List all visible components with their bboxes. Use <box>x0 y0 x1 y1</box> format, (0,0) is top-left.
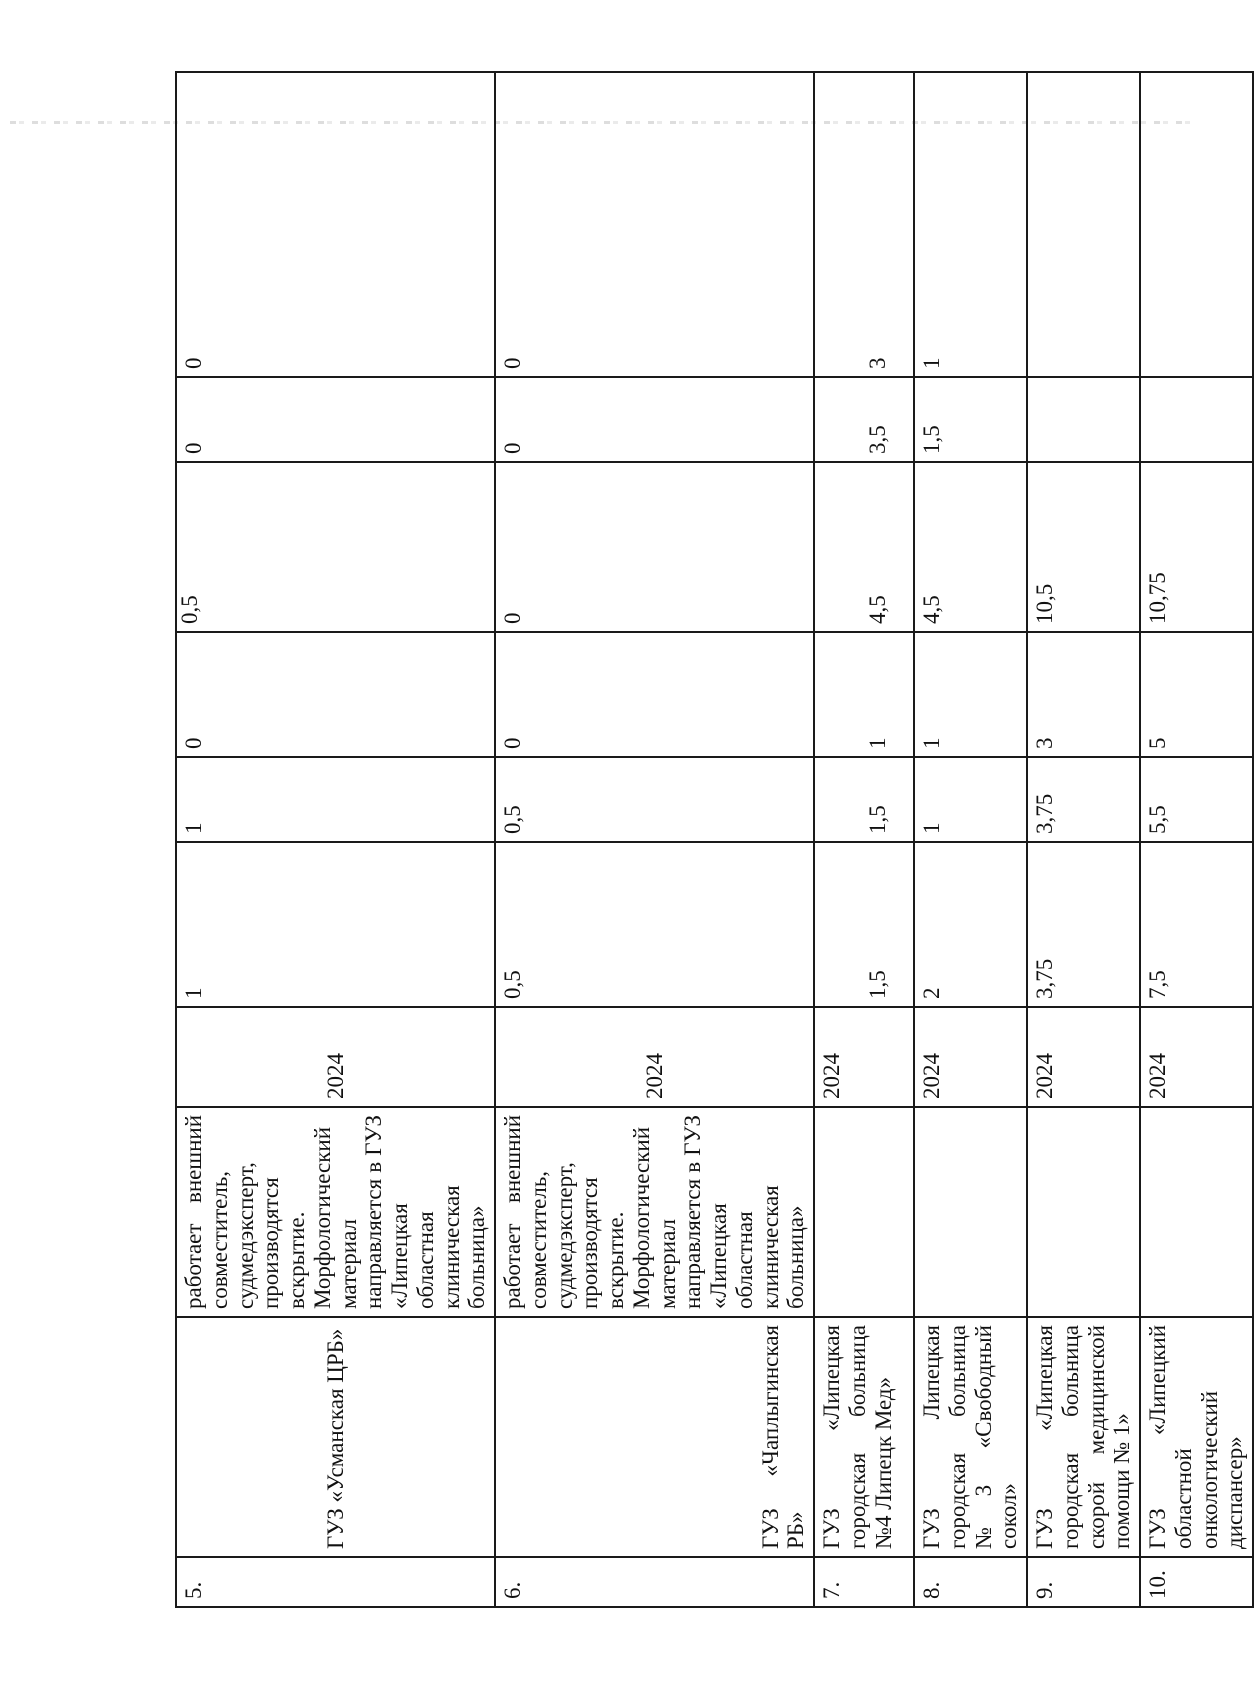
value-cell: 0,5 <box>176 462 495 632</box>
value-cell: 0 <box>176 377 495 462</box>
value-cell: 0,5 <box>495 757 814 842</box>
value-cell: 5,5 <box>1140 757 1253 842</box>
year-cell: 2024 <box>914 1007 1027 1107</box>
row-number: 7. <box>814 1557 914 1607</box>
value-cell: 4,5 <box>914 462 1027 632</box>
value-cell: 0 <box>495 377 814 462</box>
value-cell: 1 <box>814 632 914 757</box>
institution-name: ГУЗ «Липецкая городская больница №4 Липецк Мед» <box>814 1317 914 1557</box>
value-cell: 2 <box>914 842 1027 1007</box>
value-cell: 1 <box>176 757 495 842</box>
value-cell: 0 <box>495 462 814 632</box>
institution-note <box>814 1107 914 1317</box>
institution-name: ГУЗ «Липецкая городская больница скорой медицинской помощи № 1» <box>1027 1317 1140 1557</box>
year-cell: 2024 <box>1140 1007 1253 1107</box>
year-cell: 2024 <box>814 1007 914 1107</box>
year-cell: 2024 <box>176 1007 495 1107</box>
value-cell: 1 <box>914 757 1027 842</box>
value-cell: 5 <box>1140 632 1253 757</box>
row-number: 6. <box>495 1557 814 1607</box>
value-cell: 1 <box>176 842 495 1007</box>
institution-note <box>1140 1107 1253 1317</box>
institution-name: ГУЗ «Липецкий областной онкологический диспансер» <box>1140 1317 1253 1557</box>
institution-name: ГУЗ Липецкая городская больница №3 «Свободный сокол» <box>914 1317 1027 1557</box>
row-number: 9. <box>1027 1557 1140 1607</box>
value-cell <box>1027 377 1140 462</box>
value-cell: 0 <box>495 72 814 377</box>
value-cell: 10,5 <box>1027 462 1140 632</box>
institution-note <box>1027 1107 1140 1317</box>
value-cell: 1,5 <box>814 842 914 1007</box>
table-row <box>914 72 1027 1607</box>
value-cell: 1 <box>914 72 1027 377</box>
institution-name: ГУЗ «Усманская ЦРБ» <box>176 1317 495 1557</box>
value-cell: 7,5 <box>1140 842 1253 1007</box>
row-number: 5. <box>176 1557 495 1607</box>
value-cell: 3 <box>1027 632 1140 757</box>
table-row <box>1027 72 1140 1607</box>
year-cell: 2024 <box>495 1007 814 1107</box>
value-cell: 10,75 <box>1140 462 1253 632</box>
value-cell: 3,75 <box>1027 757 1140 842</box>
institution-note <box>914 1107 1027 1317</box>
institution-note: работает внешний совместитель, судмедэксперт, производятся вскрытие. Морфологический материал направляется в ГУЗ «Липецкая областная клиническая больница» <box>176 1107 495 1317</box>
year-cell: 2024 <box>1027 1007 1140 1107</box>
table-row <box>814 72 914 1607</box>
row-number: 10. <box>1140 1557 1253 1607</box>
value-cell <box>1140 72 1253 377</box>
value-cell: 1 <box>914 632 1027 757</box>
value-cell: 3,5 <box>814 377 914 462</box>
table-row <box>176 72 495 1607</box>
table-row <box>495 72 814 1607</box>
value-cell <box>1140 377 1253 462</box>
value-cell: 1,5 <box>814 757 914 842</box>
value-cell: 1,5 <box>914 377 1027 462</box>
value-cell: 0 <box>495 632 814 757</box>
departments-table <box>175 71 1254 1608</box>
value-cell: 0 <box>176 632 495 757</box>
rotated-page-content <box>175 73 1248 1608</box>
table-row <box>1140 72 1253 1607</box>
value-cell: 4,5 <box>814 462 914 632</box>
row-number: 8. <box>914 1557 1027 1607</box>
institution-name: ГУЗ «Чаплыгинская РБ» <box>495 1317 814 1557</box>
value-cell: 3 <box>814 72 914 377</box>
institution-note: работает внешний совместитель, судмедэксперт, производятся вскрытие. Морфологический материал направляется в ГУЗ «Липецкая областная клиническая больница» <box>495 1107 814 1317</box>
value-cell <box>1027 72 1140 377</box>
value-cell: 3,75 <box>1027 842 1140 1007</box>
value-cell: 0,5 <box>495 842 814 1007</box>
value-cell: 0 <box>176 72 495 377</box>
